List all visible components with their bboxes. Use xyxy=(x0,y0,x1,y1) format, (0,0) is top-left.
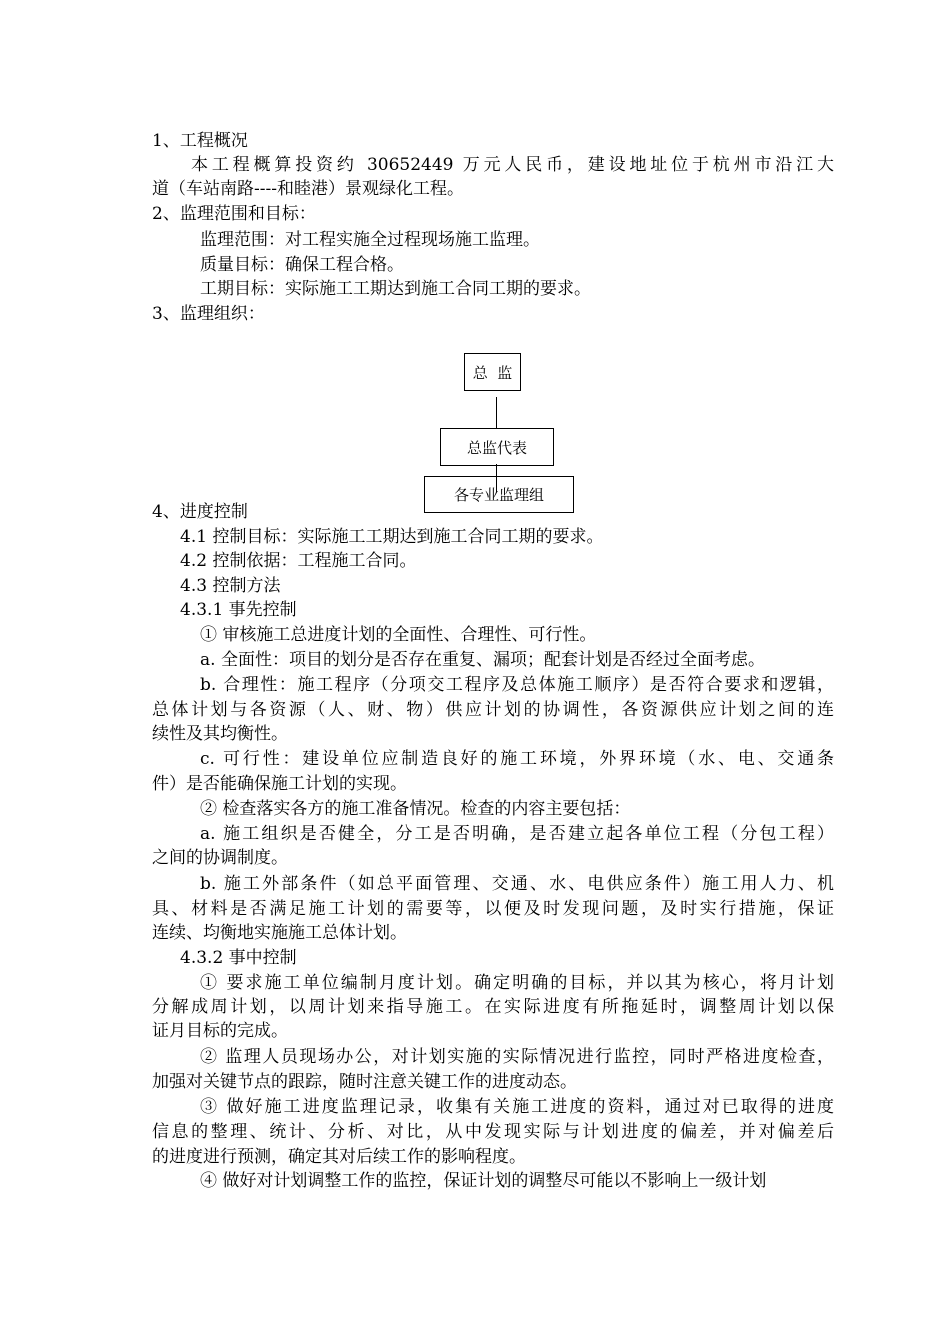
section-3-heading: 3、监理组织： xyxy=(152,304,265,324)
section-4-line: ④ 做好对计划调整工作的监控，保证计划的调整尽可能以不影响上一级计划 xyxy=(200,1171,767,1191)
section-4-line: ② 监理人员现场办公，对计划实施的实际情况进行监控，同时严格进度检查， xyxy=(200,1047,834,1067)
org-chart-teams-label: 各专业监理组 xyxy=(453,486,544,504)
section-4-line: ① 要求施工单位编制月度计划。确定明确的目标，并以其为核心，将月计划 xyxy=(200,973,834,993)
section-4-line: ① 审核施工总进度计划的全面性、合理性、可行性。 xyxy=(200,625,597,645)
section-4-line: 4.2 控制依据：工程施工合同。 xyxy=(180,551,417,571)
section-4-line: 的进度进行预测，确定其对后续工作的影响程度。 xyxy=(152,1147,526,1167)
section-4-line: a. 全面性：项目的划分是否存在重复、漏项；配套计划是否经过全面考虑。 xyxy=(200,650,765,670)
section-4-line: 连续、均衡地实施施工总体计划。 xyxy=(152,923,407,943)
section-4-line: c. 可行性：建设单位应制造良好的施工环境，外界环境（水、电、交通条 xyxy=(200,749,834,769)
section-4-line: 4.1 控制目标：实际施工工期达到施工合同工期的要求。 xyxy=(180,527,604,547)
section-4-line: ③ 做好施工进度监理记录，收集有关施工进度的资料，通过对已取得的进度 xyxy=(200,1097,834,1117)
org-chart-chief-supervisor-label: 总 监 xyxy=(472,363,513,382)
section-4-line: 总体计划与各资源（人、财、物）供应计划的协调性，各资源供应计划之间的连 xyxy=(152,700,834,720)
section-4-line: 4.3 控制方法 xyxy=(180,576,281,596)
section-4-line: 信息的整理、统计、分析、对比，从中发现实际与计划进度的偏差，并对偏差后 xyxy=(152,1122,834,1142)
org-chart-deputy-label: 总监代表 xyxy=(466,438,527,457)
section-4-line: 证月目标的完成。 xyxy=(152,1021,288,1041)
section-4-line: a. 施工组织是否健全，分工是否明确，是否建立起各单位工程（分包工程） xyxy=(200,824,834,844)
section-4-line: 件）是否能确保施工计划的实现。 xyxy=(152,774,407,794)
section-1-body-line-2: 道（车站南路----和睦港）景观绿化工程。 xyxy=(152,179,464,199)
section-4-line: 之间的协调制度。 xyxy=(152,848,288,868)
section-4-heading: 4、进度控制 xyxy=(152,502,248,522)
section-4-line: 加强对关键节点的跟踪，随时注意关键工作的进度动态。 xyxy=(152,1072,577,1092)
section-4-line: 具、材料是否满足施工计划的需要等，以便及时发现问题，及时实行措施，保证 xyxy=(152,899,834,919)
section-4-line: 续性及其均衡性。 xyxy=(152,724,288,744)
org-chart-connector-upper xyxy=(496,397,497,428)
schedule-target: 工期目标：实际施工工期达到施工合同工期的要求。 xyxy=(200,279,591,299)
section-4-line: 4.3.2 事中控制 xyxy=(180,948,297,968)
supervision-scope: 监理范围：对工程实施全过程现场施工监理。 xyxy=(200,230,540,250)
org-chart-teams-box xyxy=(424,476,574,513)
section-1-heading: 1、工程概况 xyxy=(152,131,248,151)
section-4-line: b. 合理性：施工程序（分项交工程序及总体施工顺序）是否符合要求和逻辑， xyxy=(200,675,834,695)
section-4-line: ② 检查落实各方的施工准备情况。检查的内容主要包括： xyxy=(200,799,631,819)
section-4-line: 4.3.1 事先控制 xyxy=(180,600,297,620)
quality-target: 质量目标：确保工程合格。 xyxy=(200,255,404,275)
section-4-line: 分解成周计划，以周计划来指导施工。在实际进度有所拖延时，调整周计划以保 xyxy=(152,997,834,1017)
section-1-body-line-1: 本工程概算投资约 30652449 万元人民币，建设地址位于杭州市沿江大 xyxy=(191,155,834,175)
section-4-line: b. 施工外部条件（如总平面管理、交通、水、电供应条件）施工用人力、机 xyxy=(200,874,834,894)
org-chart-chief-supervisor-box xyxy=(464,353,521,391)
section-2-heading: 2、监理范围和目标： xyxy=(152,204,316,224)
org-chart-deputy-box xyxy=(440,428,554,466)
org-chart-connector-lower xyxy=(496,464,497,492)
